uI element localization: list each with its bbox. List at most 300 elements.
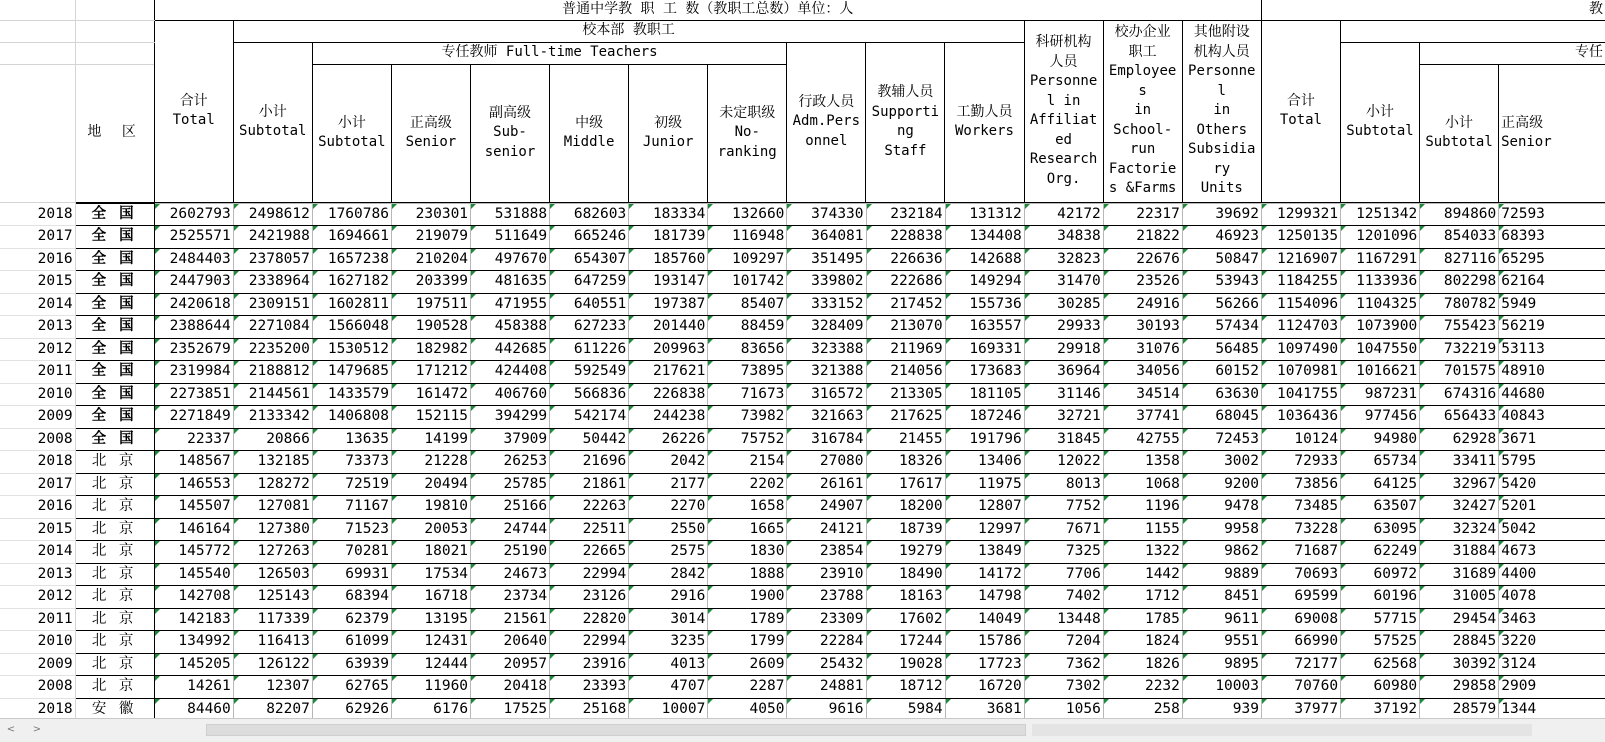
value-cell[interactable]: 62926 [312, 698, 391, 718]
value-cell[interactable]: 31470 [1024, 271, 1103, 294]
value-cell[interactable]: 1155 [1103, 518, 1182, 541]
value-cell[interactable]: 31845 [1024, 428, 1103, 451]
value-cell[interactable]: 29918 [1024, 338, 1103, 361]
value-cell[interactable]: 2202 [708, 473, 787, 496]
value-cell[interactable]: 127081 [233, 496, 312, 519]
year-cell[interactable]: 2012 [0, 338, 75, 361]
table-row[interactable] [0, 338, 1605, 361]
value-cell[interactable]: 2602793 [154, 203, 233, 226]
value-cell[interactable]: 3671 [1499, 428, 1605, 451]
table-row[interactable] [0, 248, 1605, 271]
value-cell[interactable]: 732219 [1420, 338, 1499, 361]
table-row[interactable] [0, 563, 1605, 586]
header-research[interactable] [1024, 20, 1103, 202]
value-cell[interactable]: 142688 [945, 248, 1024, 271]
value-cell[interactable]: 117339 [233, 608, 312, 631]
value-cell[interactable]: 16718 [391, 586, 470, 609]
value-cell[interactable]: 321388 [787, 361, 866, 384]
value-cell[interactable]: 62379 [312, 608, 391, 631]
table-row[interactable] [0, 203, 1605, 226]
empty-cell[interactable] [0, 0, 75, 20]
value-cell[interactable]: 15786 [945, 631, 1024, 654]
value-cell[interactable]: 72593 [1499, 203, 1605, 226]
value-cell[interactable]: 134408 [945, 226, 1024, 249]
value-cell[interactable]: 316784 [787, 428, 866, 451]
value-cell[interactable]: 31146 [1024, 383, 1103, 406]
value-cell[interactable]: 1124703 [1261, 316, 1340, 339]
value-cell[interactable]: 62765 [312, 676, 391, 699]
year-cell[interactable]: 2017 [0, 473, 75, 496]
value-cell[interactable]: 1900 [708, 586, 787, 609]
value-cell[interactable]: 1888 [708, 563, 787, 586]
value-cell[interactable]: 1824 [1103, 631, 1182, 654]
year-cell[interactable]: 2008 [0, 676, 75, 699]
year-cell[interactable]: 2014 [0, 541, 75, 564]
value-cell[interactable]: 127380 [233, 518, 312, 541]
value-cell[interactable]: 31076 [1103, 338, 1182, 361]
value-cell[interactable]: 37741 [1103, 406, 1182, 429]
value-cell[interactable]: 69008 [1261, 608, 1340, 631]
value-cell[interactable]: 364081 [787, 226, 866, 249]
value-cell[interactable]: 23854 [787, 541, 866, 564]
value-cell[interactable]: 592549 [550, 361, 629, 384]
year-cell[interactable]: 2018 [0, 698, 75, 718]
value-cell[interactable]: 1442 [1103, 563, 1182, 586]
value-cell[interactable]: 73228 [1261, 518, 1340, 541]
value-cell[interactable]: 9551 [1182, 631, 1261, 654]
year-cell[interactable]: 2009 [0, 406, 75, 429]
value-cell[interactable]: 542174 [550, 406, 629, 429]
value-cell[interactable]: 18490 [866, 563, 945, 586]
value-cell[interactable]: 42172 [1024, 203, 1103, 226]
value-cell[interactable]: 20957 [471, 653, 550, 676]
value-cell[interactable]: 1712 [1103, 586, 1182, 609]
header-total[interactable] [154, 20, 233, 202]
value-cell[interactable]: 142708 [154, 586, 233, 609]
value-cell[interactable]: 2287 [708, 676, 787, 699]
value-cell[interactable]: 4707 [629, 676, 708, 699]
region-cell[interactable]: 安 徽 [75, 698, 154, 718]
value-cell[interactable]: 30193 [1103, 316, 1182, 339]
table-row[interactable] [0, 541, 1605, 564]
value-cell[interactable]: 2338964 [233, 271, 312, 294]
value-cell[interactable]: 16720 [945, 676, 1024, 699]
value-cell[interactable]: 394299 [471, 406, 550, 429]
empty-cell[interactable] [75, 20, 154, 42]
value-cell[interactable]: 19279 [866, 541, 945, 564]
value-cell[interactable]: 182982 [391, 338, 470, 361]
year-cell[interactable]: 2011 [0, 361, 75, 384]
value-cell[interactable]: 30392 [1420, 653, 1499, 676]
region-cell[interactable]: 全 国 [75, 428, 154, 451]
value-cell[interactable]: 46923 [1182, 226, 1261, 249]
region-cell[interactable]: 全 国 [75, 248, 154, 271]
value-cell[interactable]: 60152 [1182, 361, 1261, 384]
value-cell[interactable]: 7204 [1024, 631, 1103, 654]
header-subtotal[interactable] [233, 42, 312, 202]
header-ft-subtotal-2[interactable] [1420, 64, 1499, 202]
value-cell[interactable]: 82207 [233, 698, 312, 718]
header-senior[interactable] [391, 64, 470, 202]
value-cell[interactable]: 1789 [708, 608, 787, 631]
value-cell[interactable]: 17723 [945, 653, 1024, 676]
value-cell[interactable]: 116413 [233, 631, 312, 654]
value-cell[interactable]: 458388 [471, 316, 550, 339]
header-others[interactable] [1182, 20, 1261, 202]
table-row[interactable] [0, 451, 1605, 474]
value-cell[interactable]: 232184 [866, 203, 945, 226]
region-cell[interactable]: 全 国 [75, 316, 154, 339]
value-cell[interactable]: 219079 [391, 226, 470, 249]
value-cell[interactable]: 69599 [1261, 586, 1340, 609]
value-cell[interactable]: 406760 [471, 383, 550, 406]
year-cell[interactable]: 2010 [0, 383, 75, 406]
value-cell[interactable]: 23734 [471, 586, 550, 609]
value-cell[interactable]: 22511 [550, 518, 629, 541]
value-cell[interactable]: 1530512 [312, 338, 391, 361]
value-cell[interactable]: 127263 [233, 541, 312, 564]
value-cell[interactable]: 8013 [1024, 473, 1103, 496]
value-cell[interactable]: 25785 [471, 473, 550, 496]
table-row[interactable] [0, 428, 1605, 451]
value-cell[interactable]: 2525571 [154, 226, 233, 249]
value-cell[interactable]: 339802 [787, 271, 866, 294]
value-cell[interactable]: 60980 [1341, 676, 1420, 699]
value-cell[interactable]: 2271084 [233, 316, 312, 339]
value-cell[interactable]: 210204 [391, 248, 470, 271]
value-cell[interactable]: 217452 [866, 293, 945, 316]
value-cell[interactable]: 2144561 [233, 383, 312, 406]
value-cell[interactable]: 12431 [391, 631, 470, 654]
region-cell[interactable]: 全 国 [75, 226, 154, 249]
table-row[interactable] [0, 608, 1605, 631]
value-cell[interactable]: 37977 [1261, 698, 1340, 718]
value-cell[interactable]: 62249 [1341, 541, 1420, 564]
value-cell[interactable]: 2177 [629, 473, 708, 496]
value-cell[interactable]: 656433 [1420, 406, 1499, 429]
value-cell[interactable]: 1133936 [1341, 271, 1420, 294]
year-cell[interactable]: 2018 [0, 451, 75, 474]
value-cell[interactable]: 374330 [787, 203, 866, 226]
year-cell[interactable]: 2013 [0, 316, 75, 339]
value-cell[interactable]: 142183 [154, 608, 233, 631]
value-cell[interactable]: 66990 [1261, 631, 1340, 654]
value-cell[interactable]: 126503 [233, 563, 312, 586]
region-cell[interactable]: 全 国 [75, 271, 154, 294]
value-cell[interactable]: 145540 [154, 563, 233, 586]
value-cell[interactable]: 9611 [1182, 608, 1261, 631]
value-cell[interactable]: 4400 [1499, 563, 1605, 586]
value-cell[interactable]: 10124 [1261, 428, 1340, 451]
value-cell[interactable]: 4050 [708, 698, 787, 718]
value-cell[interactable]: 63939 [312, 653, 391, 676]
value-cell[interactable]: 31689 [1420, 563, 1499, 586]
value-cell[interactable]: 62568 [1341, 653, 1420, 676]
value-cell[interactable]: 22676 [1103, 248, 1182, 271]
value-cell[interactable]: 14798 [945, 586, 1024, 609]
value-cell[interactable]: 5420 [1499, 473, 1605, 496]
header-school-staff[interactable]: 校本部 教职工 [233, 20, 1024, 42]
value-cell[interactable]: 62928 [1420, 428, 1499, 451]
value-cell[interactable]: 1785 [1103, 608, 1182, 631]
value-cell[interactable]: 323388 [787, 338, 866, 361]
value-cell[interactable]: 14199 [391, 428, 470, 451]
value-cell[interactable]: 2447903 [154, 271, 233, 294]
value-cell[interactable]: 22994 [550, 631, 629, 654]
value-cell[interactable]: 85407 [708, 293, 787, 316]
value-cell[interactable]: 32427 [1420, 496, 1499, 519]
value-cell[interactable]: 25190 [471, 541, 550, 564]
value-cell[interactable]: 65734 [1341, 451, 1420, 474]
value-cell[interactable]: 1154096 [1261, 293, 1340, 316]
value-cell[interactable]: 53943 [1182, 271, 1261, 294]
value-cell[interactable]: 674316 [1420, 383, 1499, 406]
value-cell[interactable]: 511649 [471, 226, 550, 249]
header-senior-2[interactable] [1499, 64, 1605, 202]
value-cell[interactable]: 213070 [866, 316, 945, 339]
value-cell[interactable]: 17534 [391, 563, 470, 586]
value-cell[interactable]: 18163 [866, 586, 945, 609]
value-cell[interactable]: 3235 [629, 631, 708, 654]
value-cell[interactable]: 1658 [708, 496, 787, 519]
value-cell[interactable]: 701575 [1420, 361, 1499, 384]
header-subsenior[interactable] [470, 64, 549, 202]
value-cell[interactable]: 827116 [1420, 248, 1499, 271]
value-cell[interactable]: 149294 [945, 271, 1024, 294]
table-row[interactable] [0, 518, 1605, 541]
value-cell[interactable]: 1665 [708, 518, 787, 541]
header-junior[interactable] [629, 64, 708, 202]
value-cell[interactable]: 2378057 [233, 248, 312, 271]
value-cell[interactable]: 71167 [312, 496, 391, 519]
value-cell[interactable]: 34056 [1103, 361, 1182, 384]
value-cell[interactable]: 29454 [1420, 608, 1499, 631]
value-cell[interactable]: 17617 [866, 473, 945, 496]
value-cell[interactable]: 226838 [629, 383, 708, 406]
table-row[interactable] [0, 406, 1605, 429]
year-cell[interactable]: 2010 [0, 631, 75, 654]
value-cell[interactable]: 2273851 [154, 383, 233, 406]
region-cell[interactable]: 北 京 [75, 473, 154, 496]
value-cell[interactable]: 56266 [1182, 293, 1261, 316]
value-cell[interactable]: 611226 [550, 338, 629, 361]
value-cell[interactable]: 21228 [391, 451, 470, 474]
value-cell[interactable]: 566836 [550, 383, 629, 406]
value-cell[interactable]: 1068 [1103, 473, 1182, 496]
value-cell[interactable]: 48910 [1499, 361, 1605, 384]
value-cell[interactable]: 22665 [550, 541, 629, 564]
empty-cell[interactable] [75, 42, 154, 64]
value-cell[interactable]: 68045 [1182, 406, 1261, 429]
value-cell[interactable]: 497670 [471, 248, 550, 271]
value-cell[interactable]: 134992 [154, 631, 233, 654]
value-cell[interactable]: 987231 [1341, 383, 1420, 406]
value-cell[interactable]: 63507 [1341, 496, 1420, 519]
value-cell[interactable]: 50847 [1182, 248, 1261, 271]
value-cell[interactable]: 25168 [550, 698, 629, 718]
value-cell[interactable]: 25166 [471, 496, 550, 519]
value-cell[interactable]: 203399 [391, 271, 470, 294]
value-cell[interactable]: 19810 [391, 496, 470, 519]
value-cell[interactable]: 9889 [1182, 563, 1261, 586]
value-cell[interactable]: 5984 [866, 698, 945, 718]
value-cell[interactable]: 481635 [471, 271, 550, 294]
table-row[interactable] [0, 653, 1605, 676]
value-cell[interactable]: 5795 [1499, 451, 1605, 474]
value-cell[interactable]: 12307 [233, 676, 312, 699]
year-cell[interactable]: 2014 [0, 293, 75, 316]
empty-cell[interactable] [0, 20, 75, 42]
table-row[interactable] [0, 226, 1605, 249]
scroll-left-icon[interactable]: < [6, 724, 16, 735]
table-row[interactable] [0, 361, 1605, 384]
value-cell[interactable]: 2154 [708, 451, 787, 474]
value-cell[interactable]: 181105 [945, 383, 1024, 406]
value-cell[interactable]: 28579 [1420, 698, 1499, 718]
value-cell[interactable]: 73485 [1261, 496, 1340, 519]
value-cell[interactable]: 217621 [629, 361, 708, 384]
table-row[interactable] [0, 271, 1605, 294]
value-cell[interactable]: 424408 [471, 361, 550, 384]
header-adm[interactable] [787, 42, 866, 202]
value-cell[interactable]: 13406 [945, 451, 1024, 474]
value-cell[interactable]: 148567 [154, 451, 233, 474]
value-cell[interactable]: 1056 [1024, 698, 1103, 718]
value-cell[interactable]: 1566048 [312, 316, 391, 339]
value-cell[interactable]: 1602811 [312, 293, 391, 316]
value-cell[interactable]: 22820 [550, 608, 629, 631]
value-cell[interactable]: 88459 [708, 316, 787, 339]
scrollbar-track[interactable] [1032, 724, 1532, 736]
value-cell[interactable]: 21861 [550, 473, 629, 496]
value-cell[interactable]: 17525 [471, 698, 550, 718]
value-cell[interactable]: 1047550 [1341, 338, 1420, 361]
value-cell[interactable]: 1167291 [1341, 248, 1420, 271]
region-cell[interactable]: 北 京 [75, 563, 154, 586]
value-cell[interactable]: 20494 [391, 473, 470, 496]
value-cell[interactable]: 109297 [708, 248, 787, 271]
value-cell[interactable]: 94980 [1341, 428, 1420, 451]
header-workers[interactable] [945, 42, 1024, 202]
value-cell[interactable]: 7671 [1024, 518, 1103, 541]
value-cell[interactable]: 12444 [391, 653, 470, 676]
value-cell[interactable]: 12997 [945, 518, 1024, 541]
value-cell[interactable]: 63630 [1182, 383, 1261, 406]
value-cell[interactable]: 197387 [629, 293, 708, 316]
table-row[interactable] [0, 316, 1605, 339]
year-cell[interactable]: 2012 [0, 586, 75, 609]
value-cell[interactable]: 1216907 [1261, 248, 1340, 271]
value-cell[interactable]: 22337 [154, 428, 233, 451]
value-cell[interactable]: 2916 [629, 586, 708, 609]
value-cell[interactable]: 4078 [1499, 586, 1605, 609]
value-cell[interactable]: 217625 [866, 406, 945, 429]
value-cell[interactable]: 33411 [1420, 451, 1499, 474]
value-cell[interactable]: 21822 [1103, 226, 1182, 249]
header-factory[interactable] [1103, 20, 1182, 202]
year-cell[interactable]: 2016 [0, 496, 75, 519]
value-cell[interactable]: 258 [1103, 698, 1182, 718]
value-cell[interactable]: 84460 [154, 698, 233, 718]
value-cell[interactable]: 14049 [945, 608, 1024, 631]
value-cell[interactable]: 5201 [1499, 496, 1605, 519]
value-cell[interactable]: 2484403 [154, 248, 233, 271]
value-cell[interactable]: 10007 [629, 698, 708, 718]
value-cell[interactable]: 32967 [1420, 473, 1499, 496]
value-cell[interactable]: 647259 [550, 271, 629, 294]
value-cell[interactable]: 29858 [1420, 676, 1499, 699]
value-cell[interactable]: 18326 [866, 451, 945, 474]
value-cell[interactable]: 7706 [1024, 563, 1103, 586]
value-cell[interactable]: 226636 [866, 248, 945, 271]
value-cell[interactable]: 21561 [471, 608, 550, 631]
value-cell[interactable]: 19028 [866, 653, 945, 676]
value-cell[interactable]: 23916 [550, 653, 629, 676]
value-cell[interactable]: 1104325 [1341, 293, 1420, 316]
value-cell[interactable]: 68393 [1499, 226, 1605, 249]
value-cell[interactable]: 56485 [1182, 338, 1261, 361]
value-cell[interactable]: 1657238 [312, 248, 391, 271]
value-cell[interactable]: 40843 [1499, 406, 1605, 429]
value-cell[interactable]: 2042 [629, 451, 708, 474]
value-cell[interactable]: 1196 [1103, 496, 1182, 519]
value-cell[interactable]: 1433579 [312, 383, 391, 406]
value-cell[interactable]: 183334 [629, 203, 708, 226]
value-cell[interactable]: 1070981 [1261, 361, 1340, 384]
scroll-left-end-icon[interactable]: > [32, 724, 42, 735]
value-cell[interactable]: 21455 [866, 428, 945, 451]
empty-cell[interactable] [75, 0, 154, 20]
value-cell[interactable]: 13448 [1024, 608, 1103, 631]
value-cell[interactable]: 132660 [708, 203, 787, 226]
value-cell[interactable]: 68394 [312, 586, 391, 609]
table-row[interactable] [0, 473, 1605, 496]
header-total-2[interactable] [1261, 20, 1340, 202]
value-cell[interactable]: 63095 [1341, 518, 1420, 541]
value-cell[interactable]: 7302 [1024, 676, 1103, 699]
value-cell[interactable]: 2232 [1103, 676, 1182, 699]
value-cell[interactable]: 161472 [391, 383, 470, 406]
value-cell[interactable]: 13195 [391, 608, 470, 631]
value-cell[interactable]: 755423 [1420, 316, 1499, 339]
region-cell[interactable]: 北 京 [75, 586, 154, 609]
value-cell[interactable]: 24907 [787, 496, 866, 519]
value-cell[interactable]: 146553 [154, 473, 233, 496]
region-cell[interactable]: 北 京 [75, 451, 154, 474]
value-cell[interactable]: 145205 [154, 653, 233, 676]
value-cell[interactable]: 3681 [945, 698, 1024, 718]
value-cell[interactable]: 70281 [312, 541, 391, 564]
value-cell[interactable]: 24121 [787, 518, 866, 541]
value-cell[interactable]: 3124 [1499, 653, 1605, 676]
value-cell[interactable]: 191796 [945, 428, 1024, 451]
value-cell[interactable]: 72519 [312, 473, 391, 496]
table-row[interactable] [0, 676, 1605, 699]
value-cell[interactable]: 442685 [471, 338, 550, 361]
value-cell[interactable]: 654307 [550, 248, 629, 271]
header-region[interactable]: 地 区 [75, 64, 154, 202]
value-cell[interactable]: 5949 [1499, 293, 1605, 316]
value-cell[interactable]: 72177 [1261, 653, 1340, 676]
table-row[interactable] [0, 586, 1605, 609]
table-row[interactable] [0, 383, 1605, 406]
year-cell[interactable]: 2013 [0, 563, 75, 586]
value-cell[interactable]: 2842 [629, 563, 708, 586]
empty-cell[interactable] [0, 64, 75, 202]
value-cell[interactable]: 3002 [1182, 451, 1261, 474]
value-cell[interactable]: 1479685 [312, 361, 391, 384]
value-cell[interactable]: 24881 [787, 676, 866, 699]
